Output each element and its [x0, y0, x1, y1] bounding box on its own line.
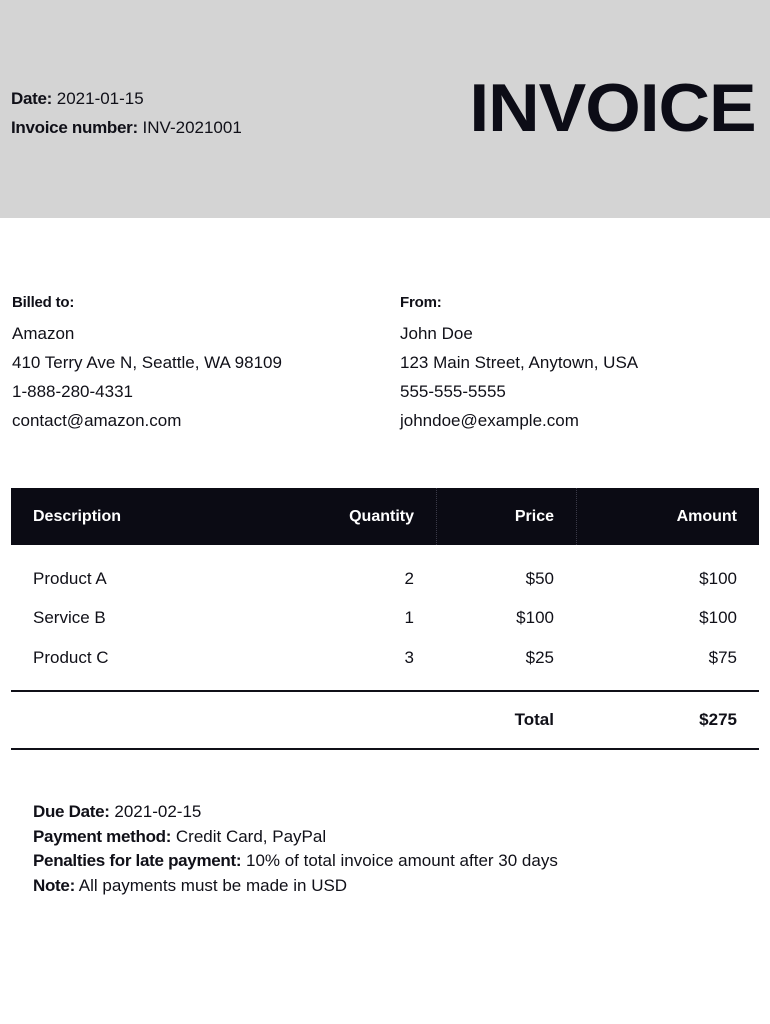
table-row [11, 559, 759, 599]
invoice-number-line [11, 113, 242, 142]
item-description: Product C [33, 647, 109, 667]
header-description: Description [33, 507, 122, 525]
table-body [11, 545, 759, 692]
item-amount: $100 [699, 608, 737, 628]
billed-to-name: Amazon [12, 324, 75, 343]
payment-notes [33, 800, 558, 898]
item-description: Service B [33, 608, 106, 628]
header-quantity: Quantity [349, 507, 414, 525]
total-value: $275 [699, 709, 737, 729]
from-email: johndoe@example.com [400, 411, 579, 430]
note-line [33, 874, 558, 899]
penalties-line [33, 849, 558, 874]
item-quantity: 2 [404, 568, 414, 588]
due-date-value: 2021-02-15 [114, 802, 202, 821]
payment-method-line [33, 825, 558, 850]
billed-to-phone: 1-888-280-4331 [12, 382, 133, 401]
table-row [11, 599, 759, 639]
item-price: $50 [525, 568, 554, 588]
item-price: $25 [525, 647, 554, 667]
item-description: Product A [33, 568, 107, 588]
invoice-meta [11, 84, 242, 142]
from-address: 123 Main Street, Anytown, USA [400, 353, 639, 372]
payment-method-label: Payment method: [33, 826, 172, 846]
item-quantity: 3 [404, 647, 414, 667]
item-quantity: 1 [404, 608, 414, 628]
line-items-table [11, 488, 759, 750]
total-row [11, 692, 759, 750]
table-row [11, 638, 759, 678]
item-amount: $100 [699, 568, 737, 588]
billed-to-heading: Billed to: [12, 294, 75, 311]
date-value: 2021-01-15 [56, 89, 144, 108]
invoice-title: INVOICE [469, 70, 756, 146]
invoice-number-label: Invoice number: [11, 118, 138, 137]
date-label: Date: [11, 89, 53, 108]
due-date-line [33, 800, 558, 825]
table-header [11, 488, 759, 545]
header-price: Price [436, 488, 576, 545]
note-label: Note: [33, 875, 75, 895]
invoice-number-value: INV-2021001 [142, 118, 242, 137]
from-heading: From: [400, 294, 442, 311]
payment-method-value: Credit Card, PayPal [175, 826, 327, 846]
billed-to-address: 410 Terry Ave N, Seattle, WA 98109 [12, 353, 282, 372]
from-name: John Doe [400, 324, 473, 343]
due-date-label: Due Date: [33, 802, 110, 821]
penalties-label: Penalties for late payment: [33, 851, 242, 870]
header-amount: Amount [576, 488, 759, 545]
item-price: $100 [516, 608, 554, 628]
from-section [400, 288, 638, 435]
billed-to-section [12, 288, 282, 435]
penalties-value: 10% of total invoice amount after 30 days [245, 851, 558, 870]
note-value: All payments must be made in USD [78, 875, 348, 895]
invoice-header [0, 0, 770, 218]
total-label: Total [514, 709, 554, 729]
billed-to-email: contact@amazon.com [12, 411, 182, 430]
from-phone: 555-555-5555 [400, 382, 506, 401]
item-amount: $75 [708, 647, 737, 667]
date-line [11, 84, 242, 113]
